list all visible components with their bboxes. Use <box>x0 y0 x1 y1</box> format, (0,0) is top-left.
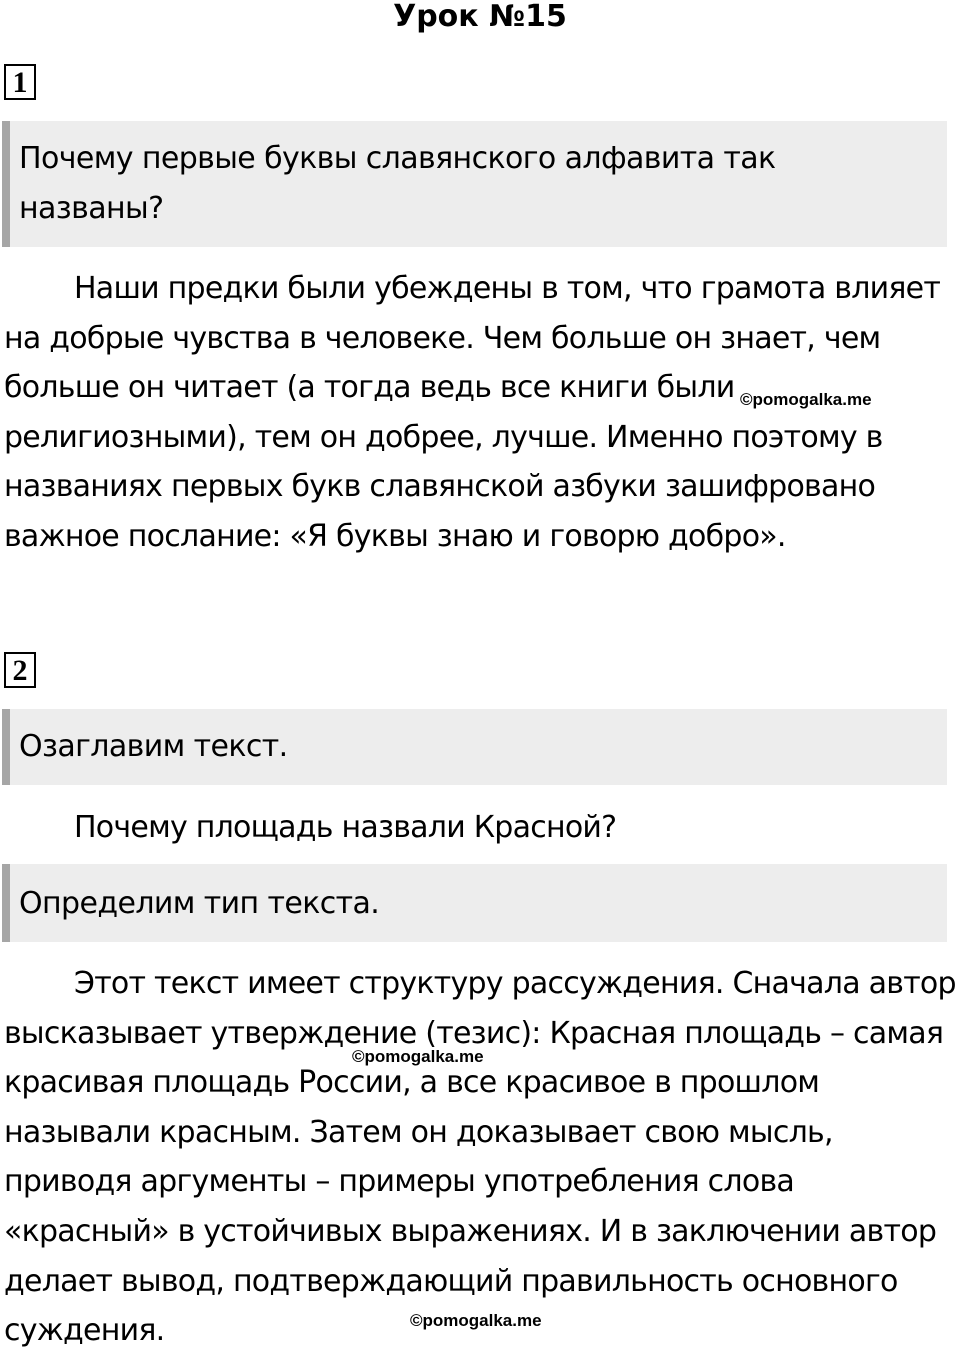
question-line: Определим тип текста. <box>19 886 380 921</box>
question-line: названы? <box>19 191 164 226</box>
text-line: высказывает утверждение (тезис): Красная площадь – самая <box>4 1015 944 1051</box>
text-line: Почему площадь назвали Красной? <box>74 810 617 845</box>
answer-title <box>4 803 960 853</box>
text-line: Наши предки были убеждены в том, что грамота влияет <box>74 271 941 306</box>
task-number-2: 2 <box>4 652 36 688</box>
text-line: называли красным. Затем он доказывает свою мысль, <box>4 1114 833 1150</box>
task-number-1: 1 <box>4 64 36 100</box>
question-box-2 <box>2 709 947 785</box>
text-line: на добрые чувства в человеке. Чем больше он знает, чем <box>4 320 881 356</box>
text-line: приводя аргументы – примеры употребления слова <box>4 1164 795 1200</box>
watermark: ©pomogalka.me <box>352 1047 484 1066</box>
watermark: ©pomogalka.me <box>410 1311 542 1330</box>
text-line: важное послание: «Я буквы знаю и говорю добро». <box>4 518 786 554</box>
text-line: больше он читает (а тогда ведь все книги были <box>4 370 735 406</box>
watermark: ©pomogalka.me <box>740 390 872 409</box>
question-box-3 <box>2 864 947 942</box>
answer-paragraph-1 <box>4 264 960 562</box>
text-line: названиях первых букв славянской азбуки зашифровано <box>4 469 876 505</box>
question-line: Почему первые буквы славянского алфавита так <box>19 141 776 176</box>
question-box-1 <box>2 121 947 247</box>
text-line: делает вывод, подтверждающий правильность основного <box>4 1263 898 1299</box>
answer-paragraph-2 <box>4 959 960 1356</box>
text-line: красивая площадь России, а все красивое в прошлом <box>4 1065 820 1101</box>
text-line: Этот текст имеет структуру рассуждения. Сначала автор <box>74 966 956 1001</box>
text-line: суждения. <box>4 1313 165 1349</box>
page-title: Урок №15 <box>393 0 567 34</box>
text-line: «красный» в устойчивых выражениях. И в заключении автор <box>4 1213 937 1249</box>
question-line: Озаглавим текст. <box>19 729 288 764</box>
text-line: религиозными), тем он добрее, лучше. Именно поэтому в <box>4 419 883 455</box>
